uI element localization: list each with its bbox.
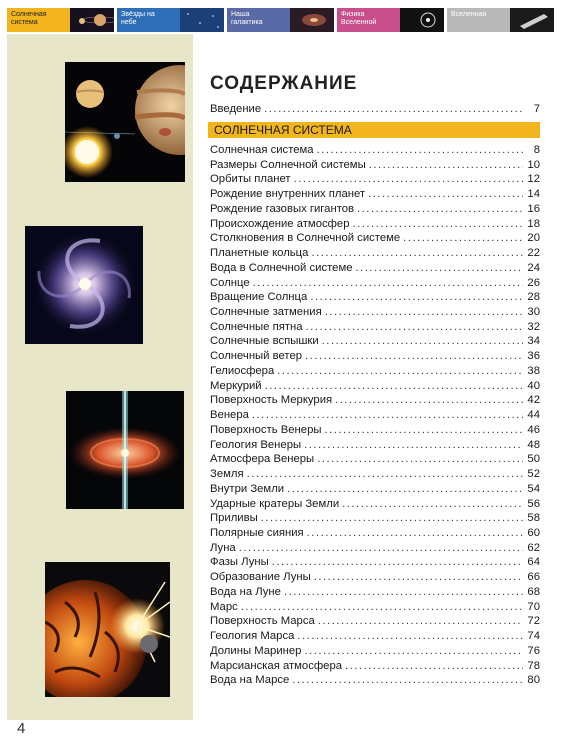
toc-entry[interactable] [210, 555, 540, 569]
toc-entry-title: Атмосфера Венеры [210, 453, 315, 466]
toc-entry-page: 32 [527, 320, 540, 333]
toc-entry-page: 60 [527, 526, 540, 539]
toc-entry-title: Гелиосфера [210, 364, 275, 377]
toc-entry-page: 40 [527, 379, 540, 392]
toc-entry-page: 20 [527, 232, 540, 245]
toc-entry-page: 72 [527, 615, 540, 628]
toc-entry[interactable] [210, 511, 540, 525]
toc-entry-page: 8 [533, 144, 540, 156]
toc-entry-title: Столкновения в Солнечной системе [210, 232, 401, 245]
toc-entry-page: 26 [527, 276, 540, 289]
toc-entry-page: 68 [527, 585, 540, 598]
dot-leader [317, 143, 523, 157]
toc-entry-page: 14 [527, 188, 540, 201]
toc-entry-page: 22 [527, 247, 540, 260]
dot-leader [284, 585, 523, 599]
dot-leader [353, 217, 524, 231]
dot-leader [307, 526, 523, 540]
page-title: СОДЕРЖАНИЕ [210, 73, 358, 94]
toc-entry[interactable] [210, 438, 540, 452]
toc-entry[interactable] [210, 349, 540, 363]
toc-entry-title: Луна [210, 541, 236, 554]
dot-leader [272, 555, 523, 569]
toc-entry-page: 34 [527, 335, 540, 348]
toc-entry-title: Земля [210, 468, 244, 481]
toc-entry-title: Поверхность Меркурия [210, 394, 333, 407]
toc-entry[interactable] [210, 143, 540, 157]
galaxy-thumbnail [290, 8, 334, 32]
chapter-tabs [7, 8, 554, 32]
dot-leader [261, 511, 523, 525]
tab-solar-system[interactable] [7, 8, 114, 32]
toc-entry-title: Происхождение атмосфер [210, 217, 350, 230]
toc-entry[interactable] [210, 246, 540, 260]
toc-entry-page: 58 [527, 512, 540, 525]
dot-leader [345, 659, 523, 673]
dot-leader [369, 158, 523, 172]
dot-leader [314, 570, 523, 584]
toc-entry-page: 50 [527, 453, 540, 466]
toc-entry-title: Солнечные пятна [210, 320, 303, 333]
tab-label: Солнечная система [11, 11, 47, 26]
toc-entry-title: Вращение Солнца [210, 291, 308, 304]
toc-entry[interactable] [210, 600, 540, 614]
toc-entry-title: Приливы [210, 512, 258, 525]
dot-leader [247, 467, 523, 481]
toc-entry[interactable] [210, 673, 540, 687]
toc-entry-title: Марсианская атмосфера [210, 659, 343, 672]
toc-entry-title: Введение [210, 103, 262, 115]
toc-entry-page: 12 [527, 173, 540, 186]
toc-entry[interactable] [210, 467, 540, 481]
toc-entry-page: 64 [527, 556, 540, 569]
toc-entry[interactable] [210, 320, 540, 334]
dot-leader [253, 276, 523, 290]
toc-entry[interactable] [210, 541, 540, 555]
dot-leader [311, 246, 523, 260]
toc-entry-page: 56 [527, 497, 540, 510]
tab-stars[interactable] [117, 8, 224, 32]
toc-entry-page: 44 [527, 409, 540, 422]
toc-entry-page: 7 [533, 103, 540, 115]
dot-leader [403, 231, 523, 245]
toc-entry-title: Геология Марса [210, 630, 295, 643]
toc-entry-title: Вода на Марсе [210, 674, 290, 687]
section-header [208, 122, 540, 138]
toc-entry[interactable] [210, 408, 540, 422]
toc-entry[interactable] [210, 172, 540, 186]
toc-entry[interactable] [210, 290, 540, 304]
toc-entry-page: 54 [527, 482, 540, 495]
toc-entry-page: 62 [527, 541, 540, 554]
toc-entry-title: Вода в Солнечной системе [210, 261, 353, 274]
toc-entry-page: 66 [527, 571, 540, 584]
dot-leader [241, 600, 523, 614]
toc-entry-page: 48 [527, 438, 540, 451]
toc-entry-title: Рождение внутренних планет [210, 188, 366, 201]
toc-entry[interactable] [210, 644, 540, 658]
toc-entry-title: Планетные кольца [210, 247, 309, 260]
dot-leader [292, 673, 523, 687]
dot-leader [335, 393, 523, 407]
tab-label: Звёзды на небе [121, 11, 155, 26]
dot-leader [304, 644, 523, 658]
toc-entry-page: 18 [527, 217, 540, 230]
disk-image [66, 391, 184, 509]
dot-leader [368, 187, 523, 201]
toc-entry[interactable] [210, 570, 540, 584]
tab-physics[interactable] [337, 8, 444, 32]
dot-leader [356, 261, 524, 275]
dot-leader [357, 202, 523, 216]
toc-entry-title: Венера [210, 409, 249, 422]
toc-entry-title: Солнечный ветер [210, 350, 303, 363]
toc-entry-title: Фазы Луны [210, 556, 269, 569]
toc-entry[interactable] [210, 393, 540, 407]
dot-leader [317, 452, 523, 466]
tab-universe[interactable] [447, 8, 554, 32]
galaxy-image [25, 226, 143, 344]
toc-entry-page: 42 [527, 394, 540, 407]
toc-entry-title: Рождение газовых гигантов [210, 202, 355, 215]
toc-entry-title: Солнечная система [210, 144, 314, 156]
toc-entry[interactable] [210, 334, 540, 348]
toc-entry-page: 52 [527, 468, 540, 481]
tab-label: Вселенная [451, 11, 487, 18]
toc-entry-page: 30 [527, 306, 540, 319]
tab-galaxy[interactable] [227, 8, 334, 32]
toc-entry[interactable] [210, 379, 540, 393]
toc-entry[interactable] [210, 276, 540, 290]
toc-entry-title: Полярные сияния [210, 526, 304, 539]
toc-intro[interactable] [210, 102, 540, 116]
dot-leader [306, 320, 523, 334]
toc-entry[interactable] [210, 614, 540, 628]
dot-leader [294, 172, 523, 186]
toc-entry-page: 10 [527, 158, 540, 171]
tab-label: Наша галактика [231, 11, 263, 26]
stars-thumbnail [180, 8, 224, 32]
toc-entry-page: 80 [527, 674, 540, 687]
toc-entry-title: Геология Венеры [210, 438, 302, 451]
universe-thumbnail [510, 8, 554, 32]
dot-leader [287, 482, 523, 496]
dot-leader [239, 541, 523, 555]
toc-entry[interactable] [210, 158, 540, 172]
toc-entry-title: Внутри Земли [210, 482, 285, 495]
sidebar-images [7, 34, 193, 737]
dot-leader [324, 423, 523, 437]
toc-entry-title: Солнце [210, 276, 250, 289]
dot-leader [322, 334, 523, 348]
toc-entry-page: 76 [527, 644, 540, 657]
dot-leader [325, 305, 523, 319]
dot-leader [310, 290, 523, 304]
toc-entry[interactable] [210, 261, 540, 275]
toc-entry[interactable] [210, 305, 540, 319]
toc-entry-page: 74 [527, 630, 540, 643]
toc-entry-title: Солнечные затмения [210, 306, 322, 319]
toc-entry[interactable] [210, 659, 540, 673]
dot-leader [342, 497, 523, 511]
dot-leader [318, 614, 523, 628]
toc-entry-title: Ударные кратеры Земли [210, 497, 340, 510]
toc-entry-page: 38 [527, 364, 540, 377]
planets-thumbnail [70, 8, 114, 32]
dot-leader [264, 102, 523, 116]
toc-entry-title: Поверхность Венеры [210, 423, 322, 436]
impact-image [45, 562, 170, 697]
toc-entry[interactable] [210, 202, 540, 216]
toc-entry-page: 78 [527, 659, 540, 672]
toc-entry[interactable] [210, 526, 540, 540]
toc-entry-title: Размеры Солнечной системы [210, 158, 366, 171]
planets-image [65, 62, 185, 182]
toc-entry[interactable] [210, 629, 540, 643]
toc-entry-page: 36 [527, 350, 540, 363]
toc-entry-page: 16 [527, 202, 540, 215]
toc-entry[interactable] [210, 452, 540, 466]
dot-leader [252, 408, 523, 422]
toc-entry[interactable] [210, 231, 540, 245]
toc-entry-page: 24 [527, 261, 540, 274]
dot-leader [304, 438, 523, 452]
toc-entry[interactable] [210, 497, 540, 511]
toc-entry-title: Меркурий [210, 379, 262, 392]
physics-thumbnail [400, 8, 444, 32]
page-number: 4 [17, 720, 26, 737]
toc-entry-title: Орбиты планет [210, 173, 291, 186]
toc-entry-title: Долины Маринер [210, 644, 302, 657]
toc-entry[interactable] [210, 364, 540, 378]
toc-entry-title: Образование Луны [210, 571, 311, 584]
toc-entry-page: 46 [527, 423, 540, 436]
dot-leader [305, 349, 523, 363]
toc-entry-page: 28 [527, 291, 540, 304]
toc-entry-title: Марс [210, 600, 238, 613]
toc-entry-title: Солнечные вспышки [210, 335, 319, 348]
toc-entry-title: Вода на Луне [210, 585, 281, 598]
toc-entry[interactable] [210, 423, 540, 437]
dot-leader [297, 629, 523, 643]
dot-leader [277, 364, 523, 378]
toc-entry[interactable] [210, 585, 540, 599]
toc-entry[interactable] [210, 217, 540, 231]
section-title: СОЛНЕЧНАЯ СИСТЕМА [214, 123, 352, 137]
toc-entry[interactable] [210, 482, 540, 496]
toc-entry-page: 70 [527, 600, 540, 613]
toc-entry-title: Поверхность Марса [210, 615, 315, 628]
toc-entry[interactable] [210, 187, 540, 201]
dot-leader [265, 379, 523, 393]
tab-label: Физика Вселенной [341, 11, 377, 26]
